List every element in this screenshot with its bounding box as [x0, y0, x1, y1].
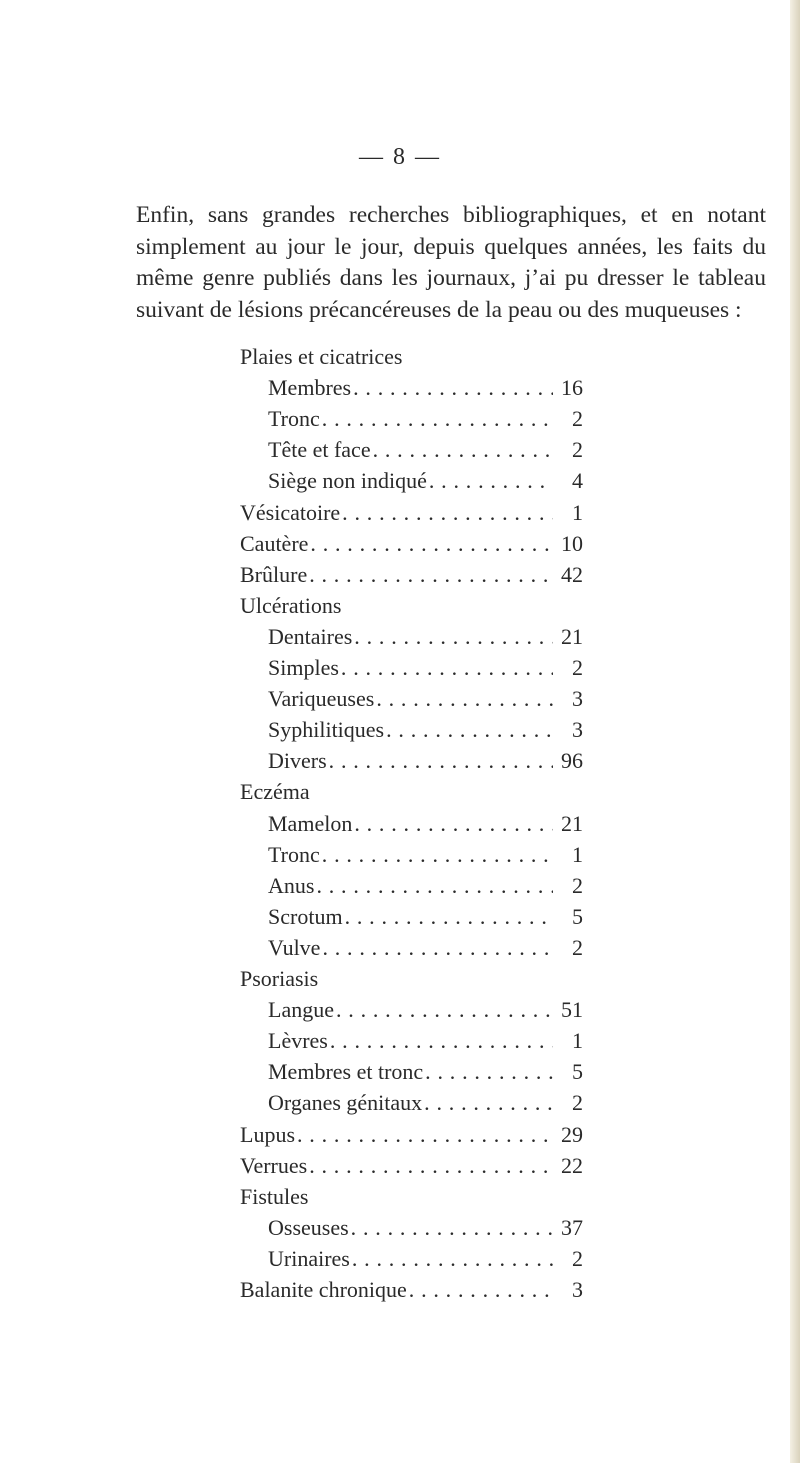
- row-value: 10: [561, 530, 583, 556]
- row-value: 5: [572, 1059, 583, 1085]
- table-row: [268, 1242, 583, 1272]
- table-row: [268, 371, 583, 401]
- row-value: 5: [572, 903, 583, 929]
- dot-leader: [371, 437, 553, 463]
- table-row: [268, 464, 583, 494]
- table-row: [240, 496, 583, 526]
- dot-leader: [351, 375, 553, 401]
- row-label: Divers: [268, 748, 327, 774]
- table-row: [268, 931, 583, 961]
- section-heading: Plaies et cicatrices: [240, 344, 403, 369]
- row-label: Osseuses: [268, 1214, 349, 1240]
- row-value: 22: [561, 1152, 583, 1178]
- table-row: [268, 1024, 583, 1054]
- row-label: Organes génitaux: [268, 1090, 423, 1116]
- dot-leader: [352, 811, 553, 837]
- dot-leader: [320, 935, 553, 961]
- dot-leader: [350, 1246, 553, 1272]
- table-row: [268, 682, 583, 712]
- dot-leader: [422, 1090, 553, 1116]
- dot-leader: [307, 562, 553, 588]
- table-row: [268, 713, 583, 743]
- row-label: Tête et face: [268, 437, 371, 463]
- table-row: [268, 807, 583, 837]
- row-value: 3: [572, 1277, 583, 1302]
- row-label: Simples: [268, 655, 339, 680]
- row-value: 2: [572, 437, 583, 463]
- table-row: [240, 558, 583, 588]
- table-row: [268, 651, 583, 681]
- row-value: 3: [572, 717, 583, 743]
- row-value: 1: [572, 499, 583, 525]
- row-value: 1: [572, 841, 583, 867]
- table-row: [268, 993, 583, 1023]
- row-value: 2: [572, 1245, 583, 1271]
- table-row: [240, 1273, 583, 1303]
- row-label: Siège non indiqué: [268, 468, 427, 494]
- row-label: Membres: [268, 375, 352, 401]
- page-number: — 8 —: [359, 144, 441, 170]
- table-row: [268, 1086, 583, 1116]
- dot-leader: [334, 997, 553, 1023]
- table-row: [268, 744, 583, 774]
- dot-leader: [295, 1122, 553, 1148]
- row-value: 2: [572, 1090, 583, 1116]
- dot-leader: [423, 1059, 553, 1085]
- row-value: 51: [561, 997, 583, 1023]
- table-row: [240, 1149, 583, 1179]
- row-label: Tronc: [268, 841, 320, 867]
- table-row: [268, 838, 583, 868]
- row-label: Membres et tronc: [268, 1059, 424, 1085]
- dot-leader: [340, 500, 553, 526]
- row-label: Cautère: [240, 530, 309, 556]
- dot-leader: [308, 531, 553, 557]
- row-value: 37: [561, 1214, 583, 1240]
- row-value: 2: [572, 934, 583, 960]
- dot-leader: [307, 1153, 553, 1179]
- row-label: Urinaires: [268, 1245, 350, 1271]
- dot-leader: [352, 624, 553, 650]
- dot-leader: [339, 655, 553, 681]
- dot-leader: [349, 1215, 553, 1241]
- section-heading: Ulcérations: [240, 592, 342, 618]
- row-label: Balanite chronique: [240, 1277, 407, 1302]
- row-value: 2: [572, 406, 583, 432]
- row-value: 2: [572, 655, 583, 680]
- row-value: 42: [561, 561, 583, 587]
- dot-leader: [407, 1277, 553, 1303]
- dot-leader: [427, 468, 553, 494]
- table-row: [268, 1211, 583, 1241]
- table-row: [268, 869, 583, 899]
- row-value: 29: [561, 1121, 583, 1147]
- row-value: 4: [572, 468, 583, 494]
- row-value: 2: [572, 872, 583, 898]
- section-heading: Eczéma: [240, 779, 310, 805]
- dot-leader: [327, 748, 553, 774]
- row-value: 1: [572, 1028, 583, 1054]
- dot-leader: [343, 904, 553, 930]
- row-label: Vulve: [268, 934, 321, 960]
- page-edge: [790, 0, 800, 1463]
- table-row: [268, 620, 583, 650]
- dot-leader: [374, 686, 553, 712]
- row-label: Mamelon: [268, 810, 353, 836]
- table-row: [268, 900, 583, 930]
- row-value: 16: [561, 375, 583, 401]
- row-value: 3: [572, 686, 583, 712]
- row-label: Verrues: [240, 1152, 308, 1178]
- dot-leader: [384, 717, 553, 743]
- row-label: Scrotum: [268, 903, 343, 929]
- row-label: Syphilitiques: [268, 717, 385, 743]
- intro-paragraph: Enfin, sans grandes recherches bibliographiques, et en notant simplement au jour le jour, depuis quelques années, les faits du même genre publiés dans les journaux, j’ai pu dresser le tableau suivant de lésions précancéreuses de la peau ou des muqueuses :: [136, 202, 766, 323]
- dot-leader: [328, 1028, 553, 1054]
- row-label: Vésicatoire: [240, 499, 341, 525]
- row-label: Lèvres: [268, 1028, 328, 1054]
- row-label: Langue: [268, 997, 334, 1023]
- row-label: Lupus: [240, 1121, 295, 1147]
- table-row: [240, 1118, 583, 1148]
- row-label: Brûlure: [240, 561, 308, 587]
- dot-leader: [314, 873, 553, 899]
- row-value: 21: [561, 623, 583, 649]
- table-row: [240, 527, 583, 557]
- row-value: 96: [561, 748, 583, 774]
- section-heading: Fistules: [240, 1183, 309, 1209]
- row-value: 21: [561, 810, 583, 836]
- table-row: [268, 402, 583, 432]
- table-row: [268, 1055, 583, 1085]
- dot-leader: [320, 406, 553, 432]
- row-label: Anus: [268, 872, 315, 898]
- table-row: [268, 433, 583, 463]
- row-label: Tronc: [268, 406, 320, 432]
- row-label: Dentaires: [268, 623, 353, 649]
- dot-leader: [320, 842, 553, 868]
- row-label: Variqueuses: [268, 686, 375, 712]
- section-heading: Psoriasis: [240, 966, 319, 991]
